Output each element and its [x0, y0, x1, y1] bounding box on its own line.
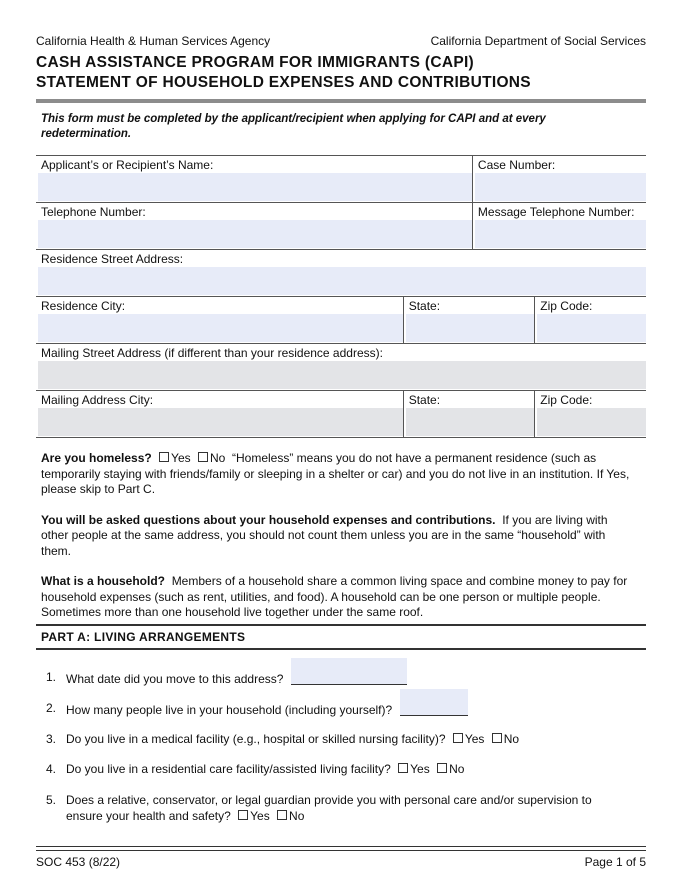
case-number-label: Case Number: [477, 158, 556, 172]
personal-care-yes-label: Yes [250, 808, 270, 823]
personal-care-no-label: No [289, 808, 305, 823]
agency-right: California Department of Social Services [430, 34, 646, 48]
page-footer [36, 846, 646, 869]
question-number: 5. [46, 793, 57, 807]
question-4 [46, 762, 464, 778]
mailing-street-label: Mailing Street Address (if different than your residence address): [41, 346, 383, 360]
form-instructions: This form must be completed by the applicant/recipient when applying for CAPI and at every redetermination. [41, 113, 546, 140]
residential-care-no-checkbox[interactable] [437, 763, 447, 773]
agency-left: California Health & Human Services Agency [36, 34, 271, 48]
residential-care-yes-label: Yes [410, 762, 430, 776]
message-telephone-label: Message Telephone Number: [477, 205, 635, 219]
case-number-input[interactable] [475, 173, 646, 201]
homeless-definition: “Homeless” means you do not have a permanent residence (such as temporarily staying with friends/family or sleeping in a shelter or car) and you do not live in an institution. If Yes, please skip to Part C. [41, 451, 630, 496]
question-text: Do you live in a medical facility (e.g., hospital or skilled nursing facility)? [66, 732, 446, 746]
part-a-bottom-rule [36, 648, 646, 650]
mailing-state-label: State: [408, 393, 441, 407]
form-title-line2: STATEMENT OF HOUSEHOLD EXPENSES AND CONTRIBUTIONS [36, 74, 531, 91]
page-number: Page 1 of 5 [584, 855, 646, 869]
question-number: 2. [46, 701, 57, 715]
form-title-line1: CASH ASSISTANCE PROGRAM FOR IMMIGRANTS (CAPI) [36, 54, 475, 71]
mailing-city-input[interactable] [38, 408, 403, 436]
residence-info-table [36, 249, 646, 438]
form-page [36, 34, 646, 869]
title-rule [36, 99, 646, 103]
expenses-text: If you are living with other people at the same address, you should not count them unless you are in the same “household” with them. [41, 512, 608, 558]
personal-care-no-checkbox[interactable] [277, 810, 287, 820]
applicant-info-table [36, 155, 646, 249]
footer-rule [36, 846, 646, 851]
residence-state-input[interactable] [406, 314, 535, 342]
applicant-name-input[interactable] [38, 173, 472, 201]
question-text: How many people live in your household (including yourself)? [66, 703, 393, 717]
question-5 [46, 793, 592, 824]
question-2 [46, 701, 468, 719]
household-count-field[interactable] [400, 701, 468, 716]
agency-header [36, 34, 646, 48]
household-bold: What is a household? [41, 574, 166, 588]
residence-street-input[interactable] [38, 267, 646, 295]
applicant-name-label: Applicant’s or Recipient’s Name: [41, 158, 214, 172]
residential-care-yes-checkbox[interactable] [398, 763, 408, 773]
expenses-paragraph [41, 513, 636, 560]
medical-facility-yes-label: Yes [464, 732, 485, 746]
part-a-header [36, 624, 646, 650]
question-text: Does a relative, conservator, or legal guardian provide you with personal care and/or supervision to [66, 793, 592, 807]
personal-care-yes-checkbox[interactable] [238, 810, 248, 820]
household-paragraph [41, 574, 636, 621]
residence-zip-label: Zip Code: [540, 299, 593, 313]
question-text: What date did you move to this address? [66, 672, 284, 686]
residence-zip-input[interactable] [537, 314, 646, 342]
mailing-zip-input[interactable] [537, 408, 646, 436]
mailing-state-input[interactable] [406, 408, 535, 436]
homeless-no-label: No [209, 451, 226, 465]
telephone-input[interactable] [38, 220, 472, 248]
mailing-zip-label: Zip Code: [540, 393, 593, 407]
residence-street-label: Residence Street Address: [41, 252, 184, 266]
homeless-yes-checkbox[interactable] [159, 452, 169, 462]
question-number: 3. [46, 732, 57, 746]
mailing-street-input[interactable] [38, 361, 646, 389]
question-text-continued: ensure your health and safety? [66, 808, 231, 823]
message-telephone-input[interactable] [475, 220, 646, 248]
homeless-yes-label: Yes [171, 451, 191, 465]
residential-care-no-label: No [449, 762, 465, 776]
question-text: Do you live in a residential care facility/assisted living facility? [66, 762, 391, 776]
residence-city-label: Residence City: [41, 299, 126, 313]
medical-facility-yes-checkbox[interactable] [453, 733, 463, 743]
residence-state-label: State: [408, 299, 441, 313]
medical-facility-no-label: No [503, 732, 520, 746]
question-1 [46, 670, 407, 688]
part-a-title: PART A: LIVING ARRANGEMENTS [41, 630, 246, 644]
form-id: SOC 453 (8/22) [36, 855, 121, 869]
move-date-field[interactable] [291, 670, 407, 685]
homeless-paragraph [41, 451, 636, 498]
question-number: 4. [46, 762, 57, 776]
expenses-bold: You will be asked questions about your household expenses and contributions. [41, 512, 496, 527]
question-number: 1. [46, 670, 57, 684]
medical-facility-no-checkbox[interactable] [492, 733, 502, 743]
household-text: Members of a household share a common living space and combine money to pay for household expenses (such as rent, utilities, and food). A household can be one person or multiple people. Sometimes more than one household live together under the same roof. [41, 574, 628, 619]
homeless-question: Are you homeless? [41, 451, 152, 465]
question-3 [46, 732, 519, 748]
mailing-city-label: Mailing Address City: [41, 393, 154, 407]
telephone-label: Telephone Number: [41, 205, 146, 219]
homeless-no-checkbox[interactable] [198, 452, 208, 462]
residence-city-input[interactable] [38, 314, 403, 342]
